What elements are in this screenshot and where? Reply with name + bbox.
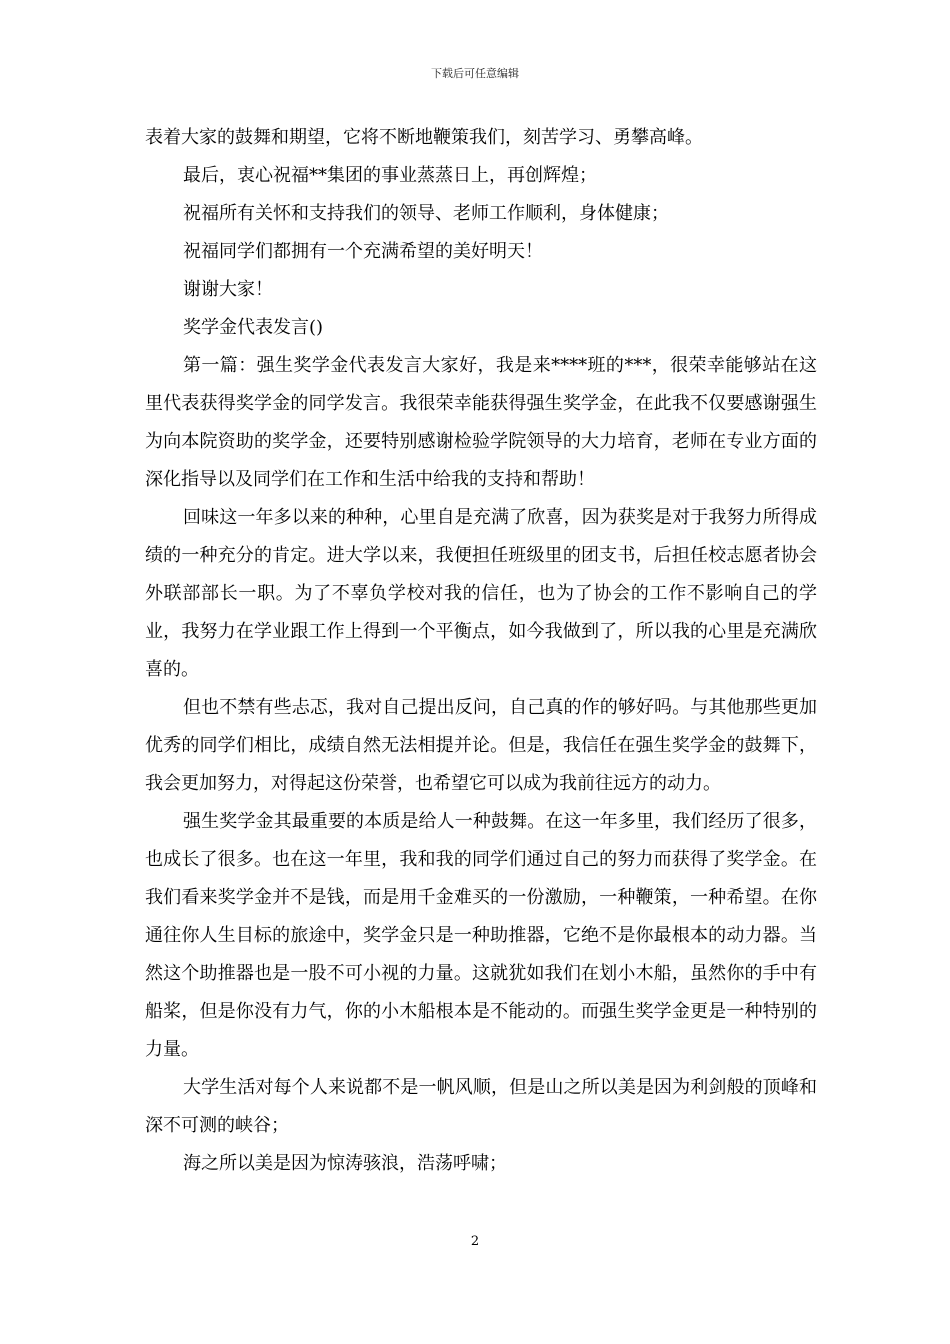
paragraph: 表着大家的鼓舞和期望，它将不断地鞭策我们，刻苦学习、勇攀高峰。 [145,127,703,148]
paragraph: 海之所以美是因为惊涛骇浪，浩荡呼啸； [183,1153,507,1174]
page-number: 2 [470,1234,480,1249]
document-body [145,119,817,1183]
paragraph: 第一篇：强生奖学金代表发言大家好，我是来****班的***，很荣幸能够站在这里代表获得奖学金的同学发言。我很荣幸能获得强生奖学金，在此我不仅要感谢强生为向本院资助的奖学金，还要特别感谢检验学院领导的大力培育，老师在专业方面的深化指导以及同学们在工作和生活中给我的支持和帮助！ [145,355,817,490]
page-header: 下载后可任意编辑 [431,67,519,80]
paragraph: 祝福同学们都拥有一个充满希望的美好明天！ [183,241,543,262]
paragraph: 强生奖学金其最重要的本质是给人一种鼓舞。在这一年多里，我们经历了很多，也成长了很多。也在这一年里，我和我的同学们通过自己的努力而获得了奖学金。在我们看来奖学金并不是钱，而是用千金难买的一份激励，一种鞭策，一种希望。在你通往你人生目标的旅途中，奖学金只是一种助推器，它绝不是你最根本的动力器。当然这个助推器也是一股不可小视的力量。这就犹如我们在划小木船，虽然你的手中有船桨，但是你没有力气，你的小木船根本是不能动的。而强生奖学金更是一种特别的力量。 [145,811,817,1060]
section-title: 奖学金代表发言() [183,317,324,338]
paragraph: 回味这一年多以来的种种，心里自是充满了欣喜，因为获奖是对于我努力所得成绩的一种充分的肯定。进大学以来，我便担任班级里的团支书，后担任校志愿者协会外联部部长一职。为了不辜负学校对我的信任，也为了协会的工作不影响自己的学业，我努力在学业跟工作上得到一个平衡点，如今我做到了，所以我的心里是充满欣喜的。 [145,507,817,680]
paragraph: 谢谢大家！ [183,279,273,300]
paragraph: 但也不禁有些忐忑，我对自己提出反问，自己真的作的够好吗。与其他那些更加优秀的同学们相比，成绩自然无法相提并论。但是，我信任在强生奖学金的鼓舞下，我会更加努力，对得起这份荣誉，也希望它可以成为我前往远方的动力。 [145,697,817,794]
paragraph: 祝福所有关怀和支持我们的领导、老师工作顺利，身体健康； [183,203,669,224]
paragraph: 最后，衷心祝福**集团的事业蒸蒸日上，再创辉煌； [183,165,597,186]
paragraph: 大学生活对每个人来说都不是一帆风顺，但是山之所以美是因为利剑般的顶峰和深不可测的峡谷； [145,1077,817,1136]
